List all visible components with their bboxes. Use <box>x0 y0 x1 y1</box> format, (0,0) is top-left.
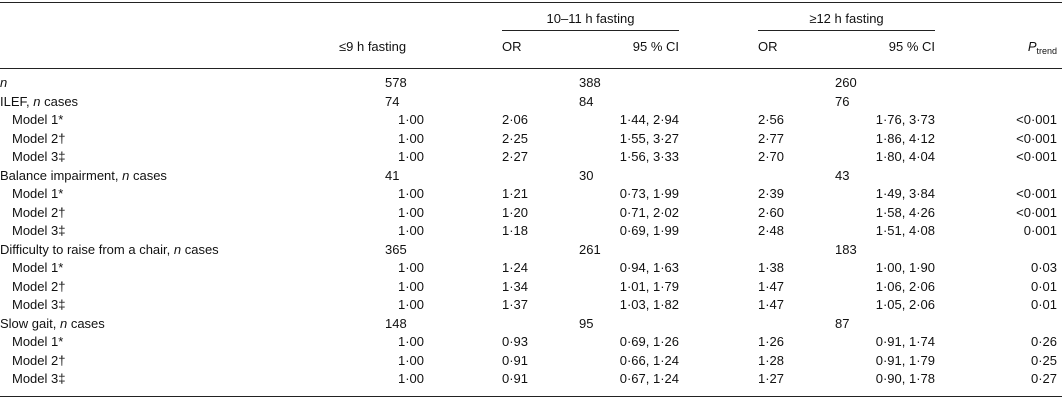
p-trend: 0·27 <box>1030 371 1057 386</box>
group2-or: 1·26 <box>758 334 785 349</box>
group2-ci: 1·00, 1·90 <box>875 260 935 275</box>
ref-or: 1·00 <box>397 297 424 312</box>
section-group2-cases: 76 <box>835 93 850 109</box>
model-label: Model 2† <box>12 278 66 294</box>
ref-or: 1·00 <box>397 371 424 386</box>
group2-or: 2·77 <box>758 130 785 146</box>
group1-or: 0·91 <box>502 352 529 368</box>
group2-or: 1·38 <box>758 260 785 275</box>
group1-ci: 0·66, 1·24 <box>619 352 679 368</box>
group1-ci: 0·69, 1·99 <box>619 223 679 238</box>
group2-ci: 0·90, 1·78 <box>875 371 935 386</box>
ref-or: 1·00 <box>397 130 424 146</box>
group1-or: 1·20 <box>502 204 529 220</box>
group1-ci: 0·67, 1·24 <box>619 371 679 386</box>
or1-header: OR <box>502 39 522 54</box>
section-group1-cases: 261 <box>579 241 601 257</box>
ci1-header: 95 % CI <box>632 39 679 54</box>
p-trend: <0·001 <box>1016 130 1057 146</box>
group2-ci: 1·05, 2·06 <box>875 297 935 312</box>
group2-or: 1·27 <box>758 371 785 386</box>
model-label: Model 2† <box>12 204 66 220</box>
group2-ci: 1·80, 4·04 <box>875 149 935 164</box>
section-label: Difficulty to raise from a chair, n cases <box>0 241 219 257</box>
group1-or: 1·18 <box>502 223 529 238</box>
group1-ci: 0·71, 2·02 <box>619 204 679 220</box>
group2-or: 1·47 <box>758 297 785 312</box>
group2-rule <box>758 30 935 31</box>
section-group1-cases: 84 <box>579 93 594 109</box>
group2-ci: 1·51, 4·08 <box>875 223 935 238</box>
ref-or: 1·00 <box>397 260 424 275</box>
group2-or: 2·70 <box>758 149 785 164</box>
ref-or: 1·00 <box>397 204 424 220</box>
n-row-label: n <box>0 75 8 90</box>
p-trend: 0·25 <box>1030 352 1057 368</box>
group1-or: 1·24 <box>502 260 529 275</box>
ref-or: 1·00 <box>397 278 424 294</box>
group2-ci: 0·91, 1·79 <box>875 352 935 368</box>
group2-ci: 1·86, 4·12 <box>875 130 935 146</box>
group1-ci: 0·73, 1·99 <box>619 186 679 201</box>
model-label: Model 3‡ <box>12 371 66 386</box>
group1-or: 0·91 <box>502 371 529 386</box>
group1-ci: 1·03, 1·82 <box>619 297 679 312</box>
section-group1-cases: 95 <box>579 315 594 331</box>
section-ref-cases: 74 <box>385 93 400 109</box>
model-label: Model 2† <box>12 130 66 146</box>
p-trend: 0·001 <box>1023 223 1057 238</box>
section-label: Balance impairment, n cases <box>0 167 167 183</box>
group1-ci: 1·55, 3·27 <box>619 130 679 146</box>
model-label: Model 1* <box>12 186 64 201</box>
group1-or: 0·93 <box>502 334 529 349</box>
group1-or: 1·21 <box>502 186 529 201</box>
ref-or: 1·00 <box>397 112 424 127</box>
model-label: Model 3‡ <box>12 149 66 164</box>
p-trend-header: $P_{trend}$ <box>1027 39 1057 56</box>
ref-or: 1·00 <box>397 223 424 238</box>
section-label: Slow gait, n cases <box>0 315 105 331</box>
group1-ci: 1·56, 3·33 <box>619 149 679 164</box>
model-label: Model 1* <box>12 112 64 127</box>
top-rule <box>0 2 1062 3</box>
p-trend: <0·001 <box>1016 149 1057 164</box>
section-ref-cases: 148 <box>385 315 407 331</box>
group1-or: 2·25 <box>502 130 529 146</box>
group1-header: 10–11 h fasting <box>546 11 635 26</box>
section-ref-cases: 41 <box>385 167 400 183</box>
group2-ci: 1·76, 3·73 <box>875 112 935 127</box>
p-trend: <0·001 <box>1016 112 1057 127</box>
section-label: ILEF, n cases <box>0 93 79 109</box>
group1-ci: 1·01, 1·79 <box>619 278 679 294</box>
ref-or: 1·00 <box>397 149 424 164</box>
group2-or: 2·60 <box>758 204 785 220</box>
group2-or: 2·56 <box>758 112 785 127</box>
ref-or: 1·00 <box>397 186 424 201</box>
p-trend: 0·26 <box>1030 334 1057 349</box>
group2-ci: 1·49, 3·84 <box>875 186 935 201</box>
group2-or: 2·48 <box>758 223 785 238</box>
section-group2-cases: 183 <box>835 241 857 257</box>
model-label: Model 1* <box>12 334 64 349</box>
group2-ci: 1·06, 2·06 <box>875 278 935 294</box>
section-ref-cases: 365 <box>385 241 407 257</box>
group2-ci: 1·58, 4·26 <box>875 204 935 220</box>
group1-or: 2·06 <box>502 112 529 127</box>
p-trend: <0·001 <box>1016 204 1057 220</box>
or2-header: OR <box>758 39 778 54</box>
n-group1-count: 388 <box>579 75 601 90</box>
group2-header: ≥12 h fasting <box>809 11 884 26</box>
p-trend: 0·01 <box>1030 278 1057 294</box>
n-ref-count: 578 <box>385 75 407 90</box>
section-group2-cases: 43 <box>835 167 850 183</box>
model-label: Model 3‡ <box>12 297 66 312</box>
group2-or: 1·47 <box>758 278 785 294</box>
group1-or: 1·37 <box>502 297 529 312</box>
model-label: Model 1* <box>12 260 64 275</box>
ci2-header: 95 % CI <box>888 39 935 54</box>
group2-or: 2·39 <box>758 186 785 201</box>
n-group2-count: 260 <box>835 75 857 90</box>
group1-or: 2·27 <box>502 149 529 164</box>
bottom-rule <box>0 396 1062 397</box>
model-label: Model 3‡ <box>12 223 66 238</box>
section-group2-cases: 87 <box>835 315 850 331</box>
p-trend: 0·03 <box>1030 260 1057 275</box>
group2-or: 1·28 <box>758 352 785 368</box>
group1-ci: 0·69, 1·26 <box>619 334 679 349</box>
p-trend: 0·01 <box>1030 297 1057 312</box>
group1-rule <box>502 30 679 31</box>
group1-ci: 1·44, 2·94 <box>619 112 679 127</box>
p-trend: <0·001 <box>1016 186 1057 201</box>
ref-or: 1·00 <box>397 334 424 349</box>
ref-col-header: ≤9 h fasting <box>339 39 407 54</box>
header-rule <box>0 68 1062 69</box>
group2-ci: 0·91, 1·74 <box>875 334 935 349</box>
model-label: Model 2† <box>12 352 66 368</box>
group1-or: 1·34 <box>502 278 529 294</box>
section-group1-cases: 30 <box>579 167 594 183</box>
group1-ci: 0·94, 1·63 <box>619 260 679 275</box>
ref-or: 1·00 <box>397 352 424 368</box>
